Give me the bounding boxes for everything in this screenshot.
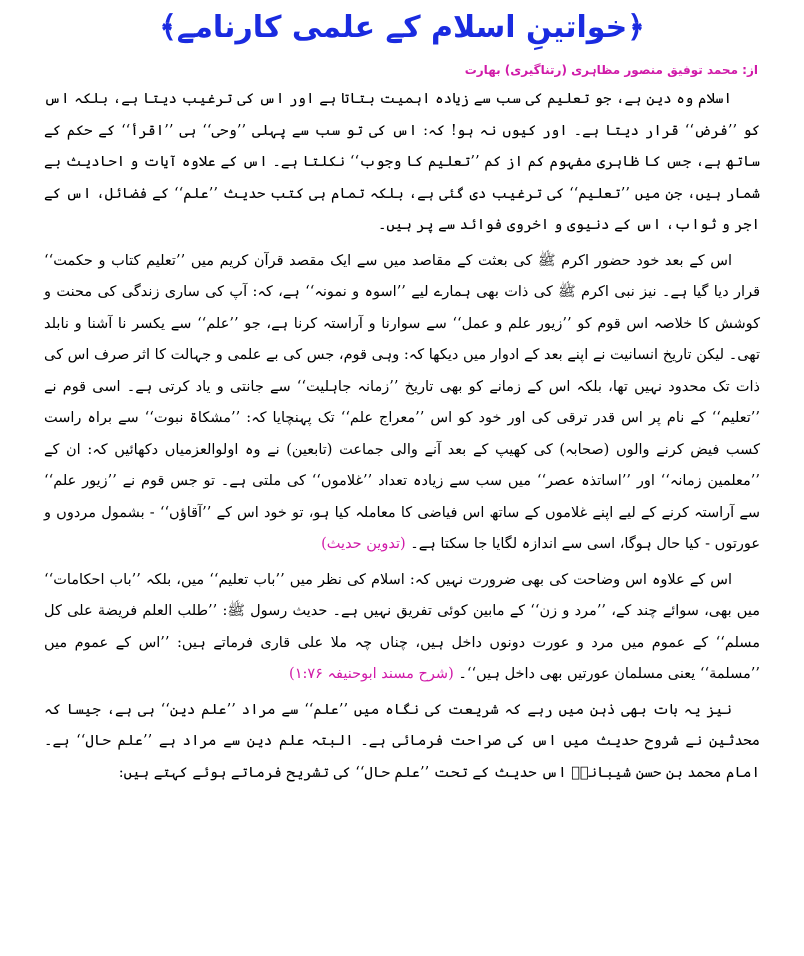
paragraph xyxy=(44,565,760,691)
article-title: ﴿خواتینِ اسلام کے علمی کارنامے﴾ xyxy=(159,10,645,45)
article-body xyxy=(44,84,760,789)
paragraph xyxy=(44,84,760,242)
paragraph-text: اسلام وہ دین ہے، جو تعلیم کی سب سے زیادہ اہمیت بتاتا ہے اور اس کی ترغیب دیتا ہے، بلکہ اس کو ’’فرض‘‘ قرار دیتا ہے۔ اور کیوں نہ ہو! کہ: اس کی تو سب سے پہلی ’’وحی‘‘ ہی ’’اقرأ‘‘ کے حکم کے ساتھ ہے، جس کا ظاہری مفہوم کم از کم ’’تعلیم کا وجوب‘‘ نکلتا ہے۔ اس کے علاوہ آیات و احادیث بے شمار ہیں، جن میں ’’تعلیم‘‘ کی ترغیب دی گئی ہے، بلکہ تمام ہی کتب حدیث ’’علم‘‘ کے فضائل، اس کے اجر و ثواب، اس کے دنیوی و اخروی فوائد سے پر ہیں۔ xyxy=(44,91,760,233)
paragraph-text: اس کے علاوہ اس وضاحت کی بھی ضرورت نہیں کہ: اسلام کی نظر میں ’’باب تعلیم‘‘ میں، بلکہ ’’باب احکامات‘‘ میں بھی، سوائے چند کے، ’’مرد و زن‘‘ کے مابین کوئی تفریق نہیں ہے۔ حدیث رسول ﷺ: ’’طلب العلم فریضة علی کل مسلم‘‘ کے عموم میں مرد و عورت دونوں داخل ہیں، چناں چہ ملا علی قاری فرماتے ہیں: ’’اس کے عموم میں ’’مسلمة‘‘ یعنی مسلمان عورتیں بھی داخل ہیں‘‘۔ xyxy=(44,571,760,682)
paragraph xyxy=(44,695,760,790)
reference-citation: (شرح مسند ابوحنیفہ ۱:۷۶) xyxy=(289,666,454,682)
paragraph xyxy=(44,246,760,561)
paragraph-text: اس کے بعد خود حضور اکرم ﷺ کی بعثت کے مقاصد میں سے ایک مقصد قرآن کریم میں ’’تعلیم کتاب و حکمت‘‘ قرار دیا گیا ہے۔ نیز نبی اکرم ﷺ کی ذات بھی ہمارے لیے ’’اسوہ و نمونہ‘‘ ہے، کہ: آپ کی ساری زندگی کی محنت و کوشش کا خلاصہ اس قوم کو ’’زیور علم و عمل‘‘ سے سوارنا و آراستہ کرنا ہے، جو ’’علم‘‘ سے یکسر نا آشنا و نابلد تھی۔ لیکن تاریخ انسانیت نے اپنے بعد کے ادوار میں دیکھا کہ: وہی قوم، جس کی بے علمی و جہالت کا اثر صرف اس کی ذات تک محدود نہیں تھا، بلکہ اس کے زمانے کو بھی تاریخ ’’زمانہ جاہلیت‘‘ سے جانتی و یاد کرتی ہے۔ اسی قوم نے ’’تعلیم‘‘ کے نام پر اس قدر ترقی کی اور خود کو اس ’’معراج علم‘‘ تک پہنچایا کہ: ’’مشکاۃ نبوت‘‘ سے براہ راست کسب فیض کرنے والوں (صحابہ) کی کھیپ کے بعد آنے والی جماعت (تابعین) نے وہ اولوالعزمیاں دکھائیں کہ: ان کے ’’معلمین زمانہ‘‘ اور ’’اساتذہ عصر‘‘ میں سب سے زیادہ تعداد ’’غلاموں‘‘ کی ملتی ہے۔ تو جس قوم نے ’’زیور علم‘‘ سے آراستہ کرنے کے لیے اپنے غلاموں کے ساتھ اس فیاضی کا معاملہ کیا ہو، تو خود اس کے ’’آقاؤں‘‘ - بشمول مردوں و عورتوں - کیا حال ہوگا، اسی سے اندازہ لگایا جا سکتا ہے۔ xyxy=(44,252,760,552)
reference-citation: (تدوین حدیث) xyxy=(321,536,406,552)
author-line: از: محمد توفیق منصور مظاہری (رتناگیری) بھارت xyxy=(464,63,758,77)
paragraph-text: نیز یہ بات بھی ذہن میں رہے کہ شریعت کی نگاہ میں ’’علم‘‘ سے مراد ’’علم دین‘‘ ہی ہے، جیسا کہ محدثین نے شروح حدیث میں اس کی صراحت فرمائی ہے۔ البتہ علم دین سے مراد ہے ’’علم حال‘‘ ہے۔ امام محمد بن حسن شیبانیؒ اس حدیث کے تحت ’’علم حال‘‘ کی تشریح فرماتے ہوئے کہتے ہیں: xyxy=(44,701,760,781)
